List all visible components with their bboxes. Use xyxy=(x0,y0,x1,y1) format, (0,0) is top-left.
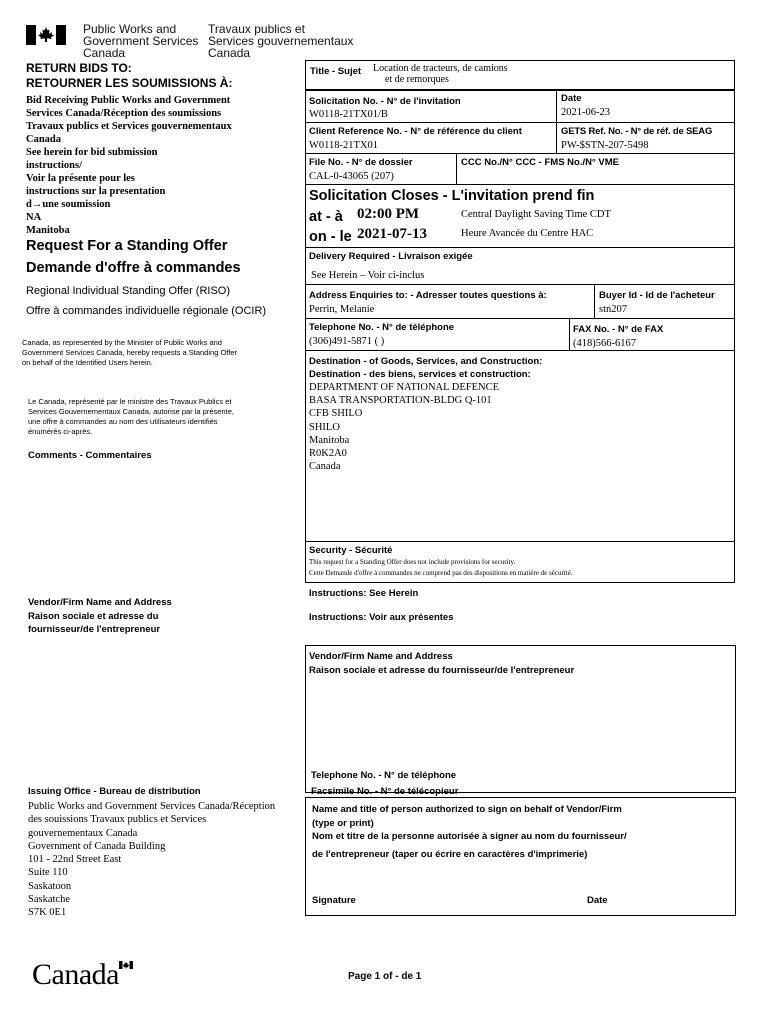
canada-flag-icon xyxy=(26,25,66,45)
return-bids-address: Bid Receiving Public Works and Government Services Canada/Réception des soumissions Travaux publics et Services gouvernementaux Canada See herein for bid submission instructions/ Voir la présente pour les instructions sur la presentation d→une soumission NA Manitoba xyxy=(26,95,232,236)
closing-title: Solicitation Closes - L'invitation prend fin xyxy=(309,188,595,204)
signature-label: Signature xyxy=(312,895,356,906)
vendor-fax-label: Facsimile No. - N° de télécopieur xyxy=(311,786,459,797)
solicitation-label: Solicitation No. - N° de l'invitation xyxy=(309,96,461,107)
comments-label: Comments - Commentaires xyxy=(28,450,152,461)
instructions-en: Instructions: See Herein xyxy=(309,588,419,599)
security-text: This request for a Standing Offer does not include provisions for security. Cette Demande d'offre à commandes ne comprend pas des dispositions en matière de sécurité. xyxy=(309,558,573,577)
client-ref-label: Client Reference No. - N° de référence du client xyxy=(309,126,522,137)
title-label: Title - Sujet xyxy=(310,66,362,77)
issuing-office-address: Public Works and Government Services Canada/Réception des souissions Travaux publics et Services gouvernementaux Canada Government of Canada Building 101 - 22nd Street East Suite 110 Saskatoon Saskatche S7K 0E1 xyxy=(28,801,276,919)
title-value: Location de tracteurs, de camions et de remorques xyxy=(373,63,508,85)
gets-label: GETS Ref. No. - N° de réf. de SEAG xyxy=(561,126,713,137)
vendor-label-right: Vendor/Firm Name and Address Raison sociale et adresse du fournisseur/de l'entrepreneur xyxy=(309,651,575,676)
page-number: Page 1 of - de 1 xyxy=(348,971,422,982)
solicitation-number: W0118-21TX01/B xyxy=(309,109,388,120)
client-ref-value: W0118-21TX01 xyxy=(309,140,379,151)
request-paragraph-fr: Le Canada, représenté par le ministre des Travaux Publics et Services Gouvernementaux Canada, autorise par la présente, une offre à commandes au nom des utilisateurs identifiés énumérés ci-après. xyxy=(28,397,234,436)
request-paragraph-en: Canada, as represented by the Minister of Public Works and Government Services Canada, hereby requests a Standing Offer on behalf of the Identified Users herein. xyxy=(22,338,237,367)
timezone-fr: Heure Avancée du Centre HAC xyxy=(461,228,594,239)
ccc-label: CCC No./N° CCC - FMS No./N° VME xyxy=(461,157,620,168)
instructions-fr: Instructions: Voir aux présentes xyxy=(309,612,454,623)
buyer-label: Buyer Id - Id de l'acheteur xyxy=(599,290,715,301)
security-label: Security - Sécurité xyxy=(309,545,393,556)
closing-at-label: at - à xyxy=(309,209,343,225)
delivery-label: Delivery Required - Livraison exigée xyxy=(309,251,473,262)
destination-label: Destination - of Goods, Services, and Construction: Destination - des biens, services et construction: xyxy=(309,356,543,380)
closing-time: 02:00 PM xyxy=(357,206,420,222)
telephone-value: (306)491-5871 ( ) xyxy=(309,336,385,347)
closing-on-label: on - le xyxy=(309,229,352,245)
timezone-en: Central Daylight Saving Time CDT xyxy=(461,209,611,220)
gets-value: PW-$STN-207-5498 xyxy=(561,140,649,151)
destination-address: DEPARTMENT OF NATIONAL DEFENCE BASA TRANSPORTATION-BLDG Q-101 CFB SHILO SHILO Manitoba R0K2A0 Canada xyxy=(309,382,500,473)
signature-date-label: Date xyxy=(587,895,608,906)
authorized-person-label: Name and title of person authorized to sign on behalf of Vendor/Firm (type or print) Nom et titre de la personne autorisée à signer au nom du fournisseur/ de l'entrepreneur (taper ou écrire en caractères d'imprimerie) xyxy=(312,804,627,860)
delivery-value: See Herein – Voir ci-inclus xyxy=(311,270,425,281)
issuing-office-label: Issuing Office - Bureau de distribution xyxy=(28,786,201,797)
vendor-telephone-label: Telephone No. - N° de téléphone xyxy=(311,770,457,781)
vendor-label-left: Vendor/Firm Name and Address Raison sociale et adresse du fournisseur/de l'entrepreneur xyxy=(28,597,172,635)
offer-type: Regional Individual Standing Offer (RISO) Offre à commandes individuelle régionale (OCIR) xyxy=(26,285,267,317)
fax-label: FAX No. - N° de FAX xyxy=(573,324,664,335)
title-box xyxy=(305,60,735,90)
fax-value: (418)566-6167 xyxy=(573,338,636,349)
address-enquiries-value: Perrin, Melanie xyxy=(309,304,375,315)
return-bids-heading: RETURN BIDS TO: RETOURNER LES SOUMISSIONS À: xyxy=(26,61,233,90)
canada-wordmark: Canada xyxy=(32,958,119,991)
buyer-value: stn207 xyxy=(599,304,628,315)
wordmark-flag-icon xyxy=(119,961,133,969)
date-value: 2021-06-23 xyxy=(561,107,610,118)
file-value: CAL-0-43065 (207) xyxy=(309,171,394,182)
file-label: File No. - N° de dossier xyxy=(309,157,413,168)
org-name-en: Public Works and Government Services Canada xyxy=(83,22,199,60)
request-title: Request For a Standing Offer Demande d'offre à commandes xyxy=(26,238,241,276)
closing-date: 2021-07-13 xyxy=(357,226,427,242)
address-enquiries-label: Address Enquiries to: - Adresser toutes questions à: xyxy=(309,290,547,301)
org-name-fr: Travaux publics et Services gouvernementaux Canada xyxy=(208,22,354,60)
telephone-label: Telephone No. - N° de téléphone xyxy=(309,322,455,333)
date-label: Date xyxy=(561,93,582,104)
